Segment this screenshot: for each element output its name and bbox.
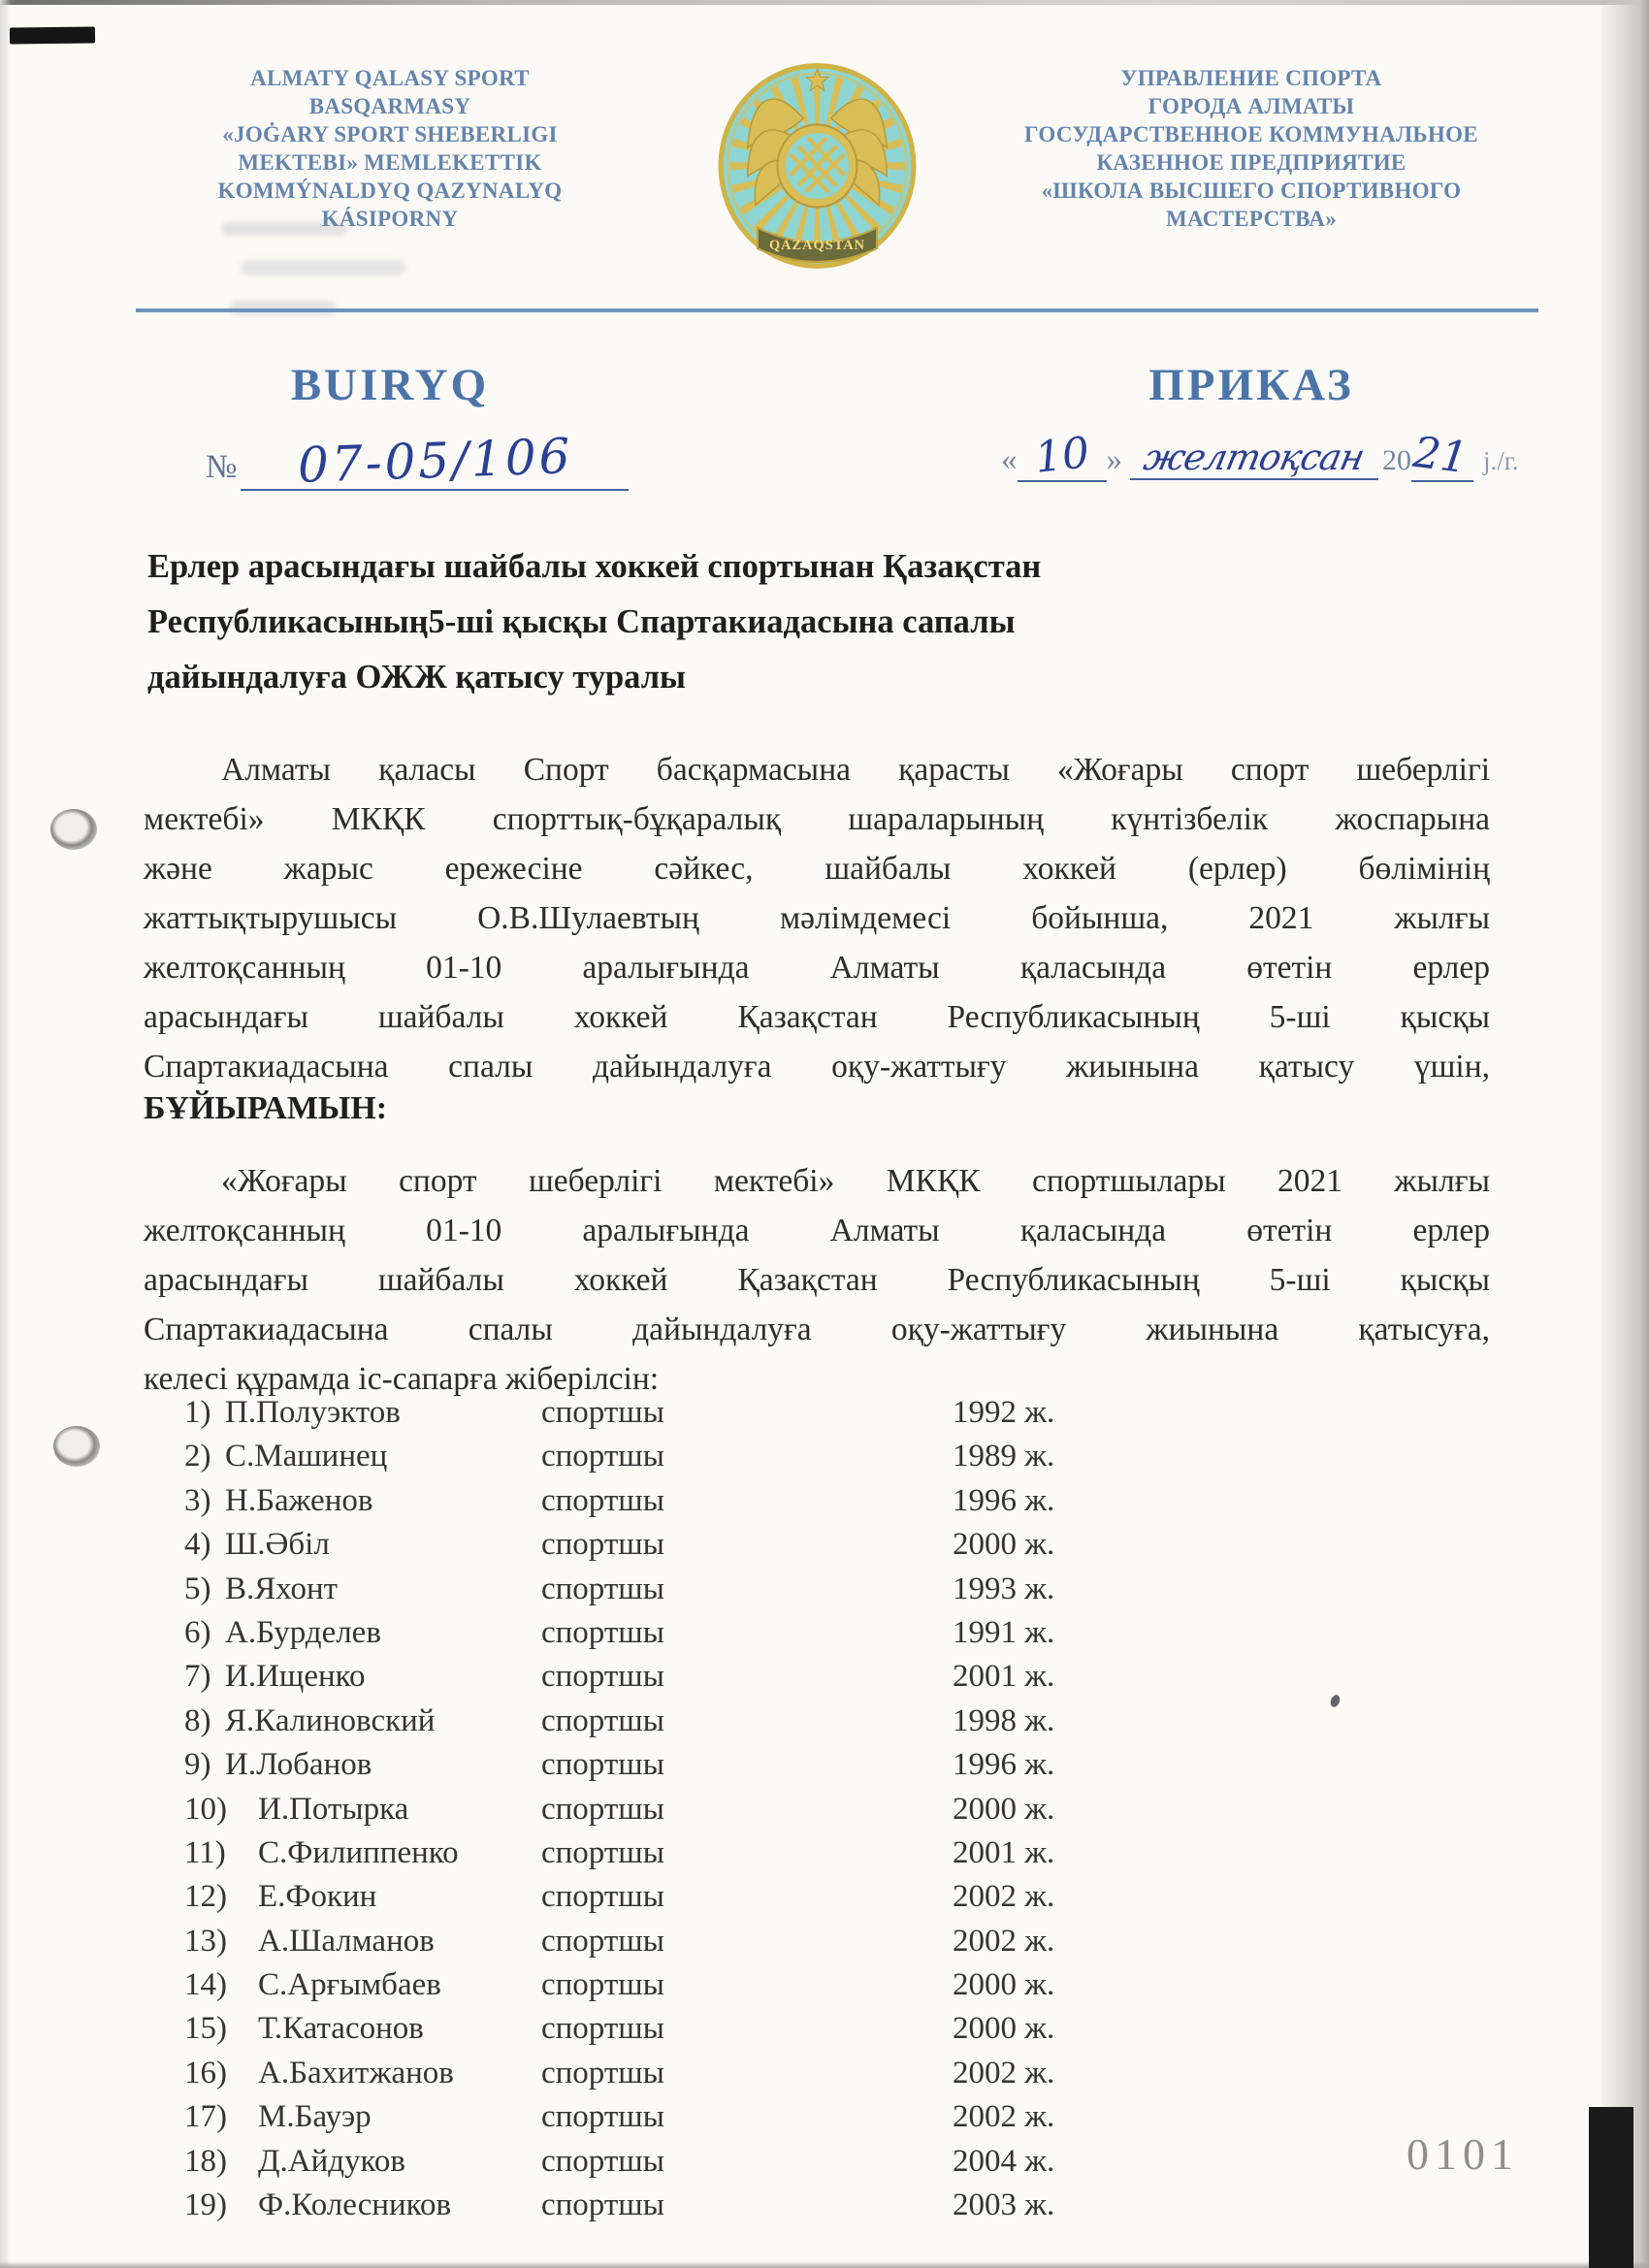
order-title-russian: ПРИКАЗ (1148, 360, 1354, 410)
paragraph-line: мектебі» МКҚК спорттық-бұқаралық шараларының күнтізбелік жоспарына (144, 801, 1490, 837)
scan-edge-top (0, 0, 1649, 5)
athlete-role: спортшы (541, 1614, 664, 1650)
binder-hole (50, 809, 97, 850)
athlete-number: 7) (184, 1659, 211, 1695)
org-name-line: BASQARMASY (308, 94, 471, 118)
athlete-role: спортшы (541, 2011, 664, 2047)
paragraph-line: және жарыс ережесіне сәйкес, шайбалы хоккей (ерлер) бөлімінің (144, 851, 1490, 887)
header-divider (136, 308, 1538, 312)
athlete-name: С.Филиппенко (258, 1834, 459, 1870)
athlete-number: 4) (184, 1527, 211, 1563)
quote-close: » (1106, 442, 1122, 477)
athlete-role: спортшы (541, 1482, 664, 1518)
athlete-birth-year: 2002 ж. (953, 1879, 1055, 1915)
org-name-line: КАЗЕННОЕ ПРЕДПРИЯТИЕ (1096, 150, 1406, 175)
page-number-stamp: 0101 (1406, 2129, 1519, 2179)
paragraph-line: арасындағы шайбалы хоккей Қазақстан Республикасының 5-ші қысқы (144, 999, 1490, 1035)
org-name-kazakh (138, 64, 642, 233)
order-verb: БҰЙЫРАМЫН: (144, 1090, 388, 1126)
org-name-line: ALMATY QALASY SPORT (250, 66, 530, 90)
scan-black-bar (1589, 2107, 1633, 2268)
date-year-handwritten: 21 (1410, 427, 1471, 484)
order-number-sign: № (206, 449, 238, 485)
athlete-row (184, 2144, 1406, 2187)
order-number-line (206, 428, 629, 494)
body-paragraph-1 (144, 745, 1490, 1091)
athlete-name: С.Арғымбаев (258, 1967, 441, 2003)
athlete-birth-year: 2002 ж. (953, 1923, 1055, 1959)
subject-line: дайындалуға ОЖЖ қатысу туралы (147, 659, 686, 696)
athlete-name: И.Потырка (258, 1791, 409, 1827)
org-name-line: MEKTEBI» MEMLEKETTIK (238, 150, 542, 175)
athlete-name: Н.Баженов (225, 1482, 373, 1518)
athlete-role: спортшы (541, 1879, 664, 1915)
athlete-name: Я.Калиновский (225, 1702, 436, 1738)
athlete-role: спортшы (541, 1702, 664, 1738)
athlete-role: спортшы (541, 1834, 664, 1870)
org-name-line: «JOĠARY SPORT SHEBERLIGI (222, 122, 558, 146)
athlete-row (184, 1879, 1406, 1923)
paragraph-line: арасындағы шайбалы хоккей Қазақстан Республикасының 5-ші қысқы (144, 1262, 1490, 1298)
athletes-list (184, 1395, 1406, 2231)
order-subject (147, 539, 1137, 705)
athlete-row (184, 1439, 1406, 1482)
athlete-role: спортшы (541, 1571, 664, 1606)
athlete-birth-year: 2000 ж. (953, 1967, 1055, 2003)
athlete-birth-year: 2002 ж. (953, 2055, 1055, 2090)
athlete-number: 19) (184, 2187, 227, 2223)
athlete-row (184, 1967, 1406, 2011)
athlete-row (184, 1527, 1406, 1571)
athlete-birth-year: 2001 ж. (953, 1834, 1055, 1870)
org-name-line: ГОСУДАРСТВЕННОЕ КОММУНАЛЬНОЕ (1024, 122, 1478, 146)
athlete-name: М.Бауэр (258, 2099, 372, 2135)
athlete-role: спортшы (541, 2143, 664, 2179)
athlete-name: П.Полуэктов (225, 1395, 401, 1430)
scan-edge-left (0, 0, 12, 2268)
athlete-row (184, 1659, 1406, 1702)
athlete-name: И.Лобанов (225, 1747, 372, 1783)
athlete-number: 18) (184, 2143, 227, 2179)
athlete-row (184, 1615, 1406, 1659)
athlete-birth-year: 1996 ж. (953, 1747, 1055, 1783)
scan-edge-right (1600, 0, 1649, 2268)
body-paragraph-2 (144, 1156, 1490, 1404)
athlete-birth-year: 2000 ж. (953, 1527, 1055, 1563)
athlete-birth-year: 2003 ж. (953, 2187, 1055, 2223)
athlete-number: 12) (184, 1879, 227, 1915)
athlete-birth-year: 1992 ж. (953, 1395, 1055, 1430)
athlete-number: 1) (184, 1395, 211, 1430)
athlete-number: 16) (184, 2055, 227, 2090)
athlete-number: 17) (184, 2099, 227, 2135)
athlete-row (184, 1792, 1406, 1835)
scan-edge-bottom (0, 2261, 1649, 2268)
athlete-birth-year: 1993 ж. (953, 1571, 1055, 1606)
athlete-number: 13) (184, 1923, 227, 1959)
date-month-underline (1130, 437, 1378, 480)
athlete-number: 14) (184, 1967, 227, 2003)
order-title-kazakh: BUIRYQ (290, 360, 490, 410)
athlete-role: спортшы (541, 1395, 664, 1430)
org-name-line: KOMMÝNALDYQ QAZYNALYQ (217, 178, 563, 203)
athlete-row (184, 2187, 1406, 2231)
order-number-handwritten: 07-05/106 (296, 428, 574, 494)
quote-open: « (1001, 442, 1018, 477)
date-year-underline (1410, 427, 1473, 484)
athlete-role: спортшы (541, 1923, 664, 1959)
athlete-name: С.Машинец (225, 1439, 388, 1474)
athlete-row (184, 1924, 1406, 1967)
date-year-printed: 20 (1382, 444, 1411, 476)
date-suffix: j./г. (1483, 446, 1519, 475)
paragraph-line: жаттықтырушысы О.В.Шулаевтың мәлімдемесі бойынша, 2021 жылғы (144, 900, 1490, 936)
subject-line: Республикасының5-ші қысқы Спартакиадасына сапалы (147, 603, 1016, 640)
paragraph-line: келесі құрамда іс-сапарға жіберілсін: (144, 1361, 660, 1397)
athlete-number: 15) (184, 2011, 227, 2047)
kazakhstan-coat-of-arms-icon (718, 52, 917, 279)
athlete-name: А.Шалманов (258, 1923, 435, 1959)
athlete-name: Т.Катасонов (258, 2011, 424, 2047)
date-month-handwritten: желтоқсан (1140, 437, 1369, 478)
athlete-birth-year: 2000 ж. (953, 1791, 1055, 1827)
org-name-line: KÁSIPORNY (321, 207, 459, 231)
athlete-number: 10) (184, 1791, 227, 1827)
athlete-number: 11) (184, 1834, 226, 1870)
subject-line: Ерлер арасындағы шайбалы хоккей спортынан Қазақстан (147, 548, 1042, 585)
paragraph-line: желтоқсанның 01-10 аралығында Алматы қаласында өтетін ерлер (144, 950, 1490, 986)
date-day-handwritten: 10 (1031, 428, 1092, 483)
athlete-birth-year: 1998 ж. (953, 1702, 1055, 1738)
org-name-line: ГОРОДА АЛМАТЫ (1148, 94, 1355, 118)
paragraph-line: Спартакиадасына спалы дайындалуға оқу-жаттығу жиынына қатысу үшін, (144, 1049, 1490, 1085)
athlete-birth-year: 2002 ж. (953, 2099, 1055, 2135)
athlete-role: спортшы (541, 1967, 664, 2003)
athlete-row (184, 2099, 1406, 2143)
athlete-number: 2) (184, 1439, 211, 1474)
athlete-name: Ф.Колесников (258, 2187, 452, 2223)
athlete-number: 5) (184, 1571, 211, 1606)
paragraph-line: Алматы қаласы Спорт басқармасына қарасты «Жоғары спорт шеберлігі (221, 752, 1490, 788)
athlete-role: спортшы (541, 2187, 664, 2223)
athlete-role: спортшы (541, 1747, 664, 1783)
athlete-birth-year: 1996 ж. (953, 1482, 1055, 1518)
athlete-role: спортшы (541, 2099, 664, 2135)
order-number-underline (241, 428, 629, 494)
org-name-line: МАСТЕРСТВА» (1165, 207, 1338, 231)
athlete-number: 8) (184, 1702, 211, 1738)
binder-hole (53, 1426, 100, 1467)
athlete-name: Ш.Әбіл (225, 1527, 330, 1563)
athlete-birth-year: 2004 ж. (953, 2143, 1055, 2179)
paragraph-line: желтоқсанның 01-10 аралығында Алматы қаласында өтетін ерлер (144, 1213, 1490, 1248)
athlete-role: спортшы (541, 1527, 664, 1563)
athlete-number: 3) (184, 1482, 211, 1518)
athlete-name: Е.Фокин (258, 1879, 377, 1915)
athlete-row (184, 2011, 1406, 2055)
athlete-role: спортшы (541, 2055, 664, 2090)
athlete-number: 6) (184, 1614, 211, 1650)
athlete-birth-year: 2001 ж. (953, 1659, 1055, 1695)
order-date-line (1001, 427, 1519, 484)
athlete-birth-year: 2000 ж. (953, 2011, 1055, 2047)
paragraph-line: Спартакиадасына спалы дайындалуға оқу-жаттығу жиынына қатысуға, (144, 1312, 1490, 1347)
athlete-row (184, 1747, 1406, 1791)
athlete-name: В.Яхонт (225, 1571, 339, 1606)
athlete-name: Д.Айдуков (258, 2143, 405, 2179)
athlete-birth-year: 1989 ж. (953, 1439, 1055, 1474)
paragraph-line: «Жоғары спорт шеберлігі мектебі» МКҚК спортшылары 2021 жылғы (221, 1163, 1490, 1199)
org-name-russian (954, 64, 1548, 233)
athlete-row (184, 1395, 1406, 1439)
athlete-role: спортшы (541, 1659, 664, 1695)
org-name-line: УПРАВЛЕНИЕ СПОРТА (1120, 66, 1382, 90)
athlete-row (184, 1835, 1406, 1879)
bleed-through-smudge (241, 260, 405, 275)
scan-corner-mark (10, 27, 95, 45)
athlete-name: А.Бахитжанов (258, 2055, 454, 2090)
athlete-row (184, 1483, 1406, 1527)
athlete-number: 9) (184, 1747, 211, 1783)
org-name-line: «ШКОЛА ВЫСШЕГО СПОРТИВНОГО (1041, 178, 1462, 203)
athlete-role: спортшы (541, 1791, 664, 1827)
athlete-name: А.Бурделев (225, 1614, 381, 1650)
date-day-underline (1018, 428, 1107, 483)
athlete-row (184, 2056, 1406, 2099)
athlete-row (184, 1703, 1406, 1747)
athlete-role: спортшы (541, 1439, 664, 1474)
emblem-banner-text: QAZAQSTAN (769, 237, 865, 254)
athlete-name: И.Ищенко (225, 1659, 366, 1695)
athlete-birth-year: 1991 ж. (953, 1614, 1055, 1650)
athlete-row (184, 1571, 1406, 1615)
